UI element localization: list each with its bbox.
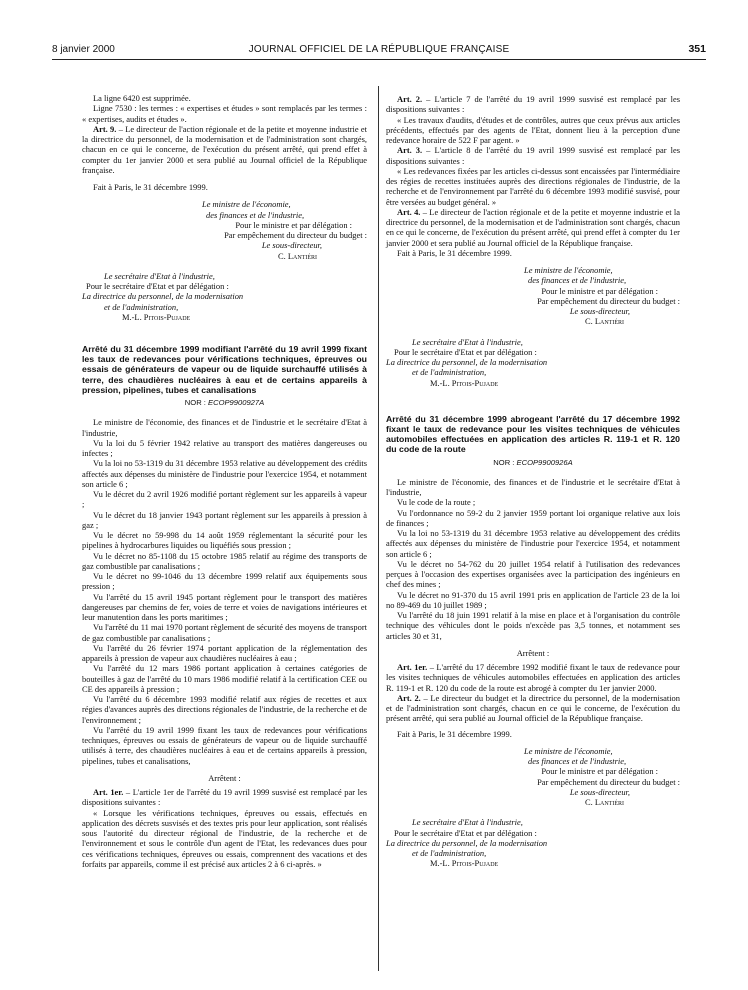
signatory-line: Pour le secrétaire d'Etat et par délégation : <box>394 346 537 357</box>
nor-code: ECOP9900926A <box>516 457 573 467</box>
visa: Vu l'arrêté du 11 mai 1970 portant règlement de sécurité des moyens de transport de gaz combustible par canalisations ; <box>82 622 367 643</box>
paragraph: Le ministre de l'économie, des finances et de l'industrie et le secrétaire d'Etat à l'industrie, <box>386 476 680 498</box>
signatory-title: La directrice du personnel, de la modernisation <box>82 291 244 302</box>
signature-block-delegation <box>386 766 680 807</box>
article-text: – Le directeur du budget et la directrice du personnel, de la modernisation et de l'administration sont chargés, chacun en ce qui le concerne, de l'exécution du présent arrêté, qui sera publié au Journal officiel de la République française. <box>386 692 680 724</box>
visa: Vu l'arrêté du 6 décembre 1993 modifié relatif aux régies de recettes et aux régies d'avances auprès des directions régionales de l'industrie, de la recherche et de l'environnement ; <box>82 694 367 725</box>
article-4 <box>386 207 680 248</box>
signature-date: Fait à Paris, le 31 décembre 1999. <box>397 728 512 739</box>
right-column <box>386 94 680 869</box>
visa: Vu le décret du 2 avril 1926 modifié portant règlement sur les appareils à vapeur ; <box>82 489 367 510</box>
article-quote: « Les travaux d'audits, d'études et de contrôles, autres que ceux prévus aux articles précédents, effectués par des agents de l'Etat, donnent lieu à la perception d'une redevance horaire de 522 F par agent. » <box>386 114 680 145</box>
signatory-line: Par empêchement du directeur du budget : <box>537 295 680 306</box>
visa: Vu l'arrêté du 19 avril 1999 fixant les taux de redevances pour vérifications techniques, épreuves ou essais de générateurs de vapeur ou de liquide surchauffé utilisés à terre, des chaudières nucléaires à eau et de certains appareils à pression, pipelines, tubes et canalisations, <box>82 724 367 766</box>
signatory-title: Le ministre de l'économie, <box>524 745 613 756</box>
signatory-title: Le ministre de l'économie, <box>202 199 291 210</box>
visa: Vu l'ordonnance no 59-2 du 2 janvier 1959 portant loi organique relative aux lois de finances ; <box>386 507 680 528</box>
article-2 <box>386 94 680 115</box>
signatory-title: des finances et de l'industrie, <box>206 209 305 220</box>
arretent-label: Arrêtent : <box>208 772 241 783</box>
visa: Vu la loi du 5 février 1942 relative au transport des matières dangereuses ou infectes ; <box>82 437 367 459</box>
signatory-name: M.-L. Pitois-Pujade <box>430 377 499 388</box>
signatory-name: C. Lantiéri <box>585 797 624 808</box>
signatory-title: Le secrétaire d'Etat à l'industrie, <box>412 817 523 828</box>
signatory-name: M.-L. Pitois-Pujade <box>430 858 499 869</box>
signatory-title: Le sous-directeur, <box>569 786 630 797</box>
signatory-title: Le sous-directeur, <box>261 240 322 251</box>
article-text: – L'article 1er de l'arrêté du 19 avril 1999 susvisé est remplacé par les dispositions suivantes : <box>82 787 367 808</box>
nor-label: NOR : <box>184 398 206 408</box>
paragraph: Ligne 7530 : les termes : « expertises et études » sont remplacés par les termes : « expertises, audits et études ». <box>82 103 367 124</box>
signatory-title: Le ministre de l'économie, <box>524 265 613 275</box>
article-3 <box>386 145 680 166</box>
article-9 <box>82 124 367 175</box>
visa: Vu le code de la route ; <box>397 497 476 508</box>
header-rule <box>52 59 706 60</box>
article-text: – Le directeur de l'action régionale et de la petite et moyenne industrie et la directrice du personnel, de la modernisation et de l'administration sont chargés, chacun en ce qui le concerne, de l'exécution du présent arrêté, qui prend effet à compter du 1er janvier 2000 et sera publié au Journal officiel de la République française. <box>386 206 680 248</box>
visa: Vu le décret du 18 janvier 1943 portant règlement sur les appareils à pression à gaz ; <box>82 509 367 530</box>
signature-date: Fait à Paris, le 31 décembre 1999. <box>397 247 512 258</box>
article-1 <box>82 787 367 808</box>
article-text: – L'arrêté du 17 décembre 1992 modifié fixant le taux de redevance pour les visites techniques de véhicules automobiles effectuées en application des articles R. 119-1 et R. 120 du code de la route est abrogé à compter du 1er janvier 2000. <box>386 662 680 693</box>
article-label: Art. 2. <box>397 94 423 104</box>
left-column <box>82 93 367 869</box>
article-text: – L'article 7 de l'arrêté du 19 avril 1999 susvisé est remplacé par les dispositions suivantes : <box>386 94 680 115</box>
signature-block-minister <box>386 265 680 286</box>
article-1 <box>386 662 680 693</box>
visa: Vu le décret no 85-1108 du 15 octobre 1985 relatif au régime des transports de gaz combustible par canalisations ; <box>82 550 367 571</box>
article-text: – L'article 8 de l'arrêté du 19 avril 1999 susvisé est remplacé par les dispositions suivantes : <box>386 145 680 166</box>
signatory-line: Pour le secrétaire d'Etat et par délégation : <box>394 827 537 838</box>
column-divider <box>378 86 379 971</box>
header-journal-title: JOURNAL OFFICIEL DE LA RÉPUBLIQUE FRANÇAISE <box>248 44 510 55</box>
signatory-title: La directrice du personnel, de la modernisation <box>386 837 548 848</box>
article-quote: « Lorsque les vérifications techniques, épreuves ou essais, effectués en application des décrets susvisés et des textes pris pour leur application, sont réalisés sous l'autorité du directeur régional de l'industrie, de la recherche et de l'environnement et sous le contrôle d'un agent de l'Etat, les redevances dues pour ces vérifications techniques, épreuves ou essais, comprennent des vacations et des forfaits par appareils, comme il est précisé aux articles 2 à 6 ci-après. » <box>82 807 367 869</box>
signature-block-secretary <box>82 271 367 322</box>
signature-block-secretary <box>386 817 680 868</box>
paragraph: La ligne 6420 est supprimée. <box>93 93 191 103</box>
signatory-title: et de l'administration, <box>104 301 179 312</box>
signature-block-minister <box>82 199 367 220</box>
signatory-line: Par empêchement du directeur du budget : <box>537 776 680 787</box>
signature-block-delegation <box>386 286 680 327</box>
signatory-name: C. Lantiéri <box>278 250 317 261</box>
signatory-title: La directrice du personnel, de la modernisation <box>386 357 548 367</box>
visa: Vu l'arrêté du 15 avril 1945 portant règlement pour le transport des matières dangereuses par chemins de fer, voies de terre et voies de navigations intérieures et leur manutention dans les ports maritimes ; <box>82 591 367 623</box>
signatory-name: M.-L. Pitois-Pujade <box>122 311 191 322</box>
signatory-line: Pour le ministre et par délégation : <box>235 219 352 230</box>
visa: Vu le décret no 99-1046 du 13 décembre 1999 relatif aux équipements sous pression ; <box>82 571 367 592</box>
signatory-title: et de l'administration, <box>412 848 487 859</box>
signatory-title: et de l'administration, <box>412 367 487 378</box>
visa: Vu le décret no 54-762 du 20 juillet 1954 relatif à l'utilisation des redevances perçues à l'occasion des expertises organisées avec la participation des ingénieurs en chef des mines ; <box>386 558 680 590</box>
visa: Vu l'arrêté du 12 mars 1986 portant application à certaines catégories de bouteilles à gaz de l'arrêté du 10 mars 1986 modifié relatif à la certification CEE ou CE des appareils à pression ; <box>82 663 367 694</box>
signatory-title: Le sous-directeur, <box>569 306 630 316</box>
signatory-line: Pour le secrétaire d'Etat et par délégation : <box>86 281 229 291</box>
signatory-line: Pour le ministre et par délégation : <box>541 766 658 777</box>
nor-code: ECOP9900927A <box>208 398 265 408</box>
article-label: Art. 2. <box>397 692 421 703</box>
page-number: 351 <box>688 43 706 55</box>
article-label: Art. 4. <box>397 206 421 217</box>
article-label: Art. 1er. <box>397 662 428 673</box>
paragraph: Le ministre de l'économie, des finances et de l'industrie et le secrétaire d'Etat à l'industrie, <box>82 417 367 438</box>
article-text: – Le directeur de l'action régionale et de la petite et moyenne industrie et la directrice du personnel, de la modernisation et de l'administration sont chargés, chacun en ce qui le concerne, de l'exécution du présent arrêté, qui prend effet à compter du 1er janvier 2000 et sera publié au Journal officiel de la République française. <box>82 123 367 175</box>
signatory-title: Le secrétaire d'Etat à l'industrie, <box>412 336 523 347</box>
visa: Vu le décret no 59-998 du 14 août 1959 réglementant la sécurité pour les pipelines à hydrocarbures liquides ou liquéfiés sous pression ; <box>82 530 367 551</box>
visa: Vu l'arrêté du 26 février 1974 portant application de la réglementation des appareils à pression de vapeur aux chaudières nucléaires à eau ; <box>82 642 367 664</box>
article-quote: « Les redevances fixées par les articles ci-dessus sont encaissées par l'intermédiaire des régies de recettes instituées auprès des directions régionales de l'industrie, de la recherche et de l'environnement par l'arrêté du 6 décembre 1993 modifié susvisé, pour être versées au budget général. » <box>386 165 680 207</box>
signature-date: Fait à Paris, le 31 décembre 1999. <box>93 182 208 192</box>
signatory-title: des finances et de l'industrie, <box>528 756 627 767</box>
visa: Vu la loi no 53-1319 du 31 décembre 1953 relative au développement des crédits affectés aux dépenses du ministère de l'industrie pour l'exercice 1954, et notamment son article 6 ; <box>82 458 367 489</box>
article-2 <box>386 693 680 724</box>
signature-block-delegation <box>82 220 367 261</box>
signatory-name: C. Lantiéri <box>585 316 624 327</box>
page-header <box>52 42 706 58</box>
article-label: Art. 1er. <box>93 787 124 798</box>
visa: Vu la loi no 53-1319 du 31 décembre 1953 relative au développement des crédits affectés aux dépenses du ministère de l'industrie pour l'exercice 1954, et notamment son article 6 ; <box>386 528 680 559</box>
article-label: Art. 3. <box>397 145 423 156</box>
visa: Vu l'arrêté du 18 juin 1991 relatif à la mise en place et à l'organisation du contrôle technique des véhicules dont le poids n'excède pas 3,5 tonnes, et notamment ses articles 30 et 31, <box>386 610 680 641</box>
visa: Vu le décret no 91-370 du 15 avril 1991 pris en application de l'article 23 de la loi no 89-469 du 10 juillet 1989 ; <box>386 589 680 610</box>
header-date: 8 janvier 2000 <box>52 44 115 55</box>
article-label: Art. 9. <box>93 123 117 134</box>
decree-title: Arrêté du 31 décembre 1999 abrogeant l'arrêté du 17 décembre 1992 fixant le taux de redevance pour les visites techniques de véhicules automobiles effectuées en application des articles R. 119-1 et R. 120 du code de la route <box>386 413 680 455</box>
signature-block-secretary <box>386 337 680 388</box>
decree-title: Arrêté du 31 décembre 1999 modifiant l'arrêté du 19 avril 1999 fixant les taux de redevances pour vérifications techniques, épreuves ou essais de générateurs de vapeur ou de liquide surchauffé utilisés à terre, des chaudières nucléaires à eau et de certains appareils à pression, pipelines, tubes et canalisations <box>82 344 367 395</box>
signature-block-minister <box>386 746 680 767</box>
nor-label: NOR : <box>493 457 515 467</box>
nor-reference <box>82 398 367 408</box>
signatory-line: Pour le ministre et par délégation : <box>541 285 658 296</box>
signatory-line: Par empêchement du directeur du budget : <box>224 230 367 240</box>
signatory-title: Le secrétaire d'Etat à l'industrie, <box>104 270 215 281</box>
signatory-title: des finances et de l'industrie, <box>528 275 627 286</box>
nor-reference <box>386 458 680 468</box>
arretent-label: Arrêtent : <box>516 647 550 658</box>
